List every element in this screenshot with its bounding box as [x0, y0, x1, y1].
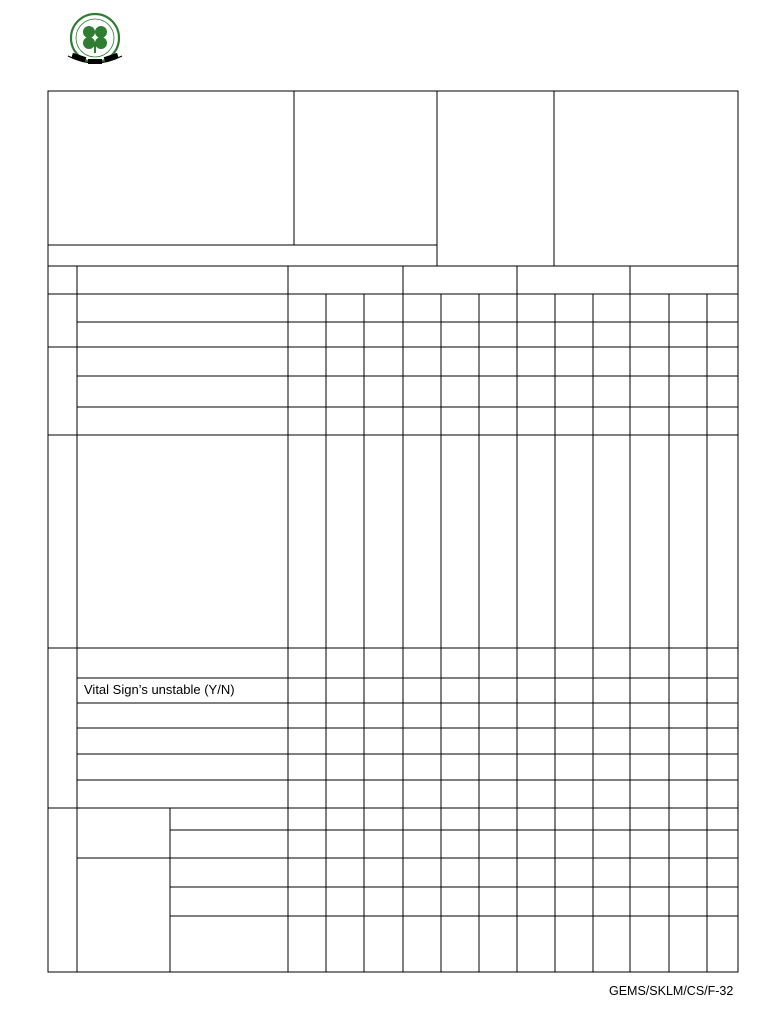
outer-frame — [48, 91, 738, 972]
form-code: GEMS/SKLM/CS/F-32 — [609, 984, 734, 998]
row-label-vital-signs-unstable: Vital Sign’s unstable (Y/N) — [84, 682, 235, 697]
